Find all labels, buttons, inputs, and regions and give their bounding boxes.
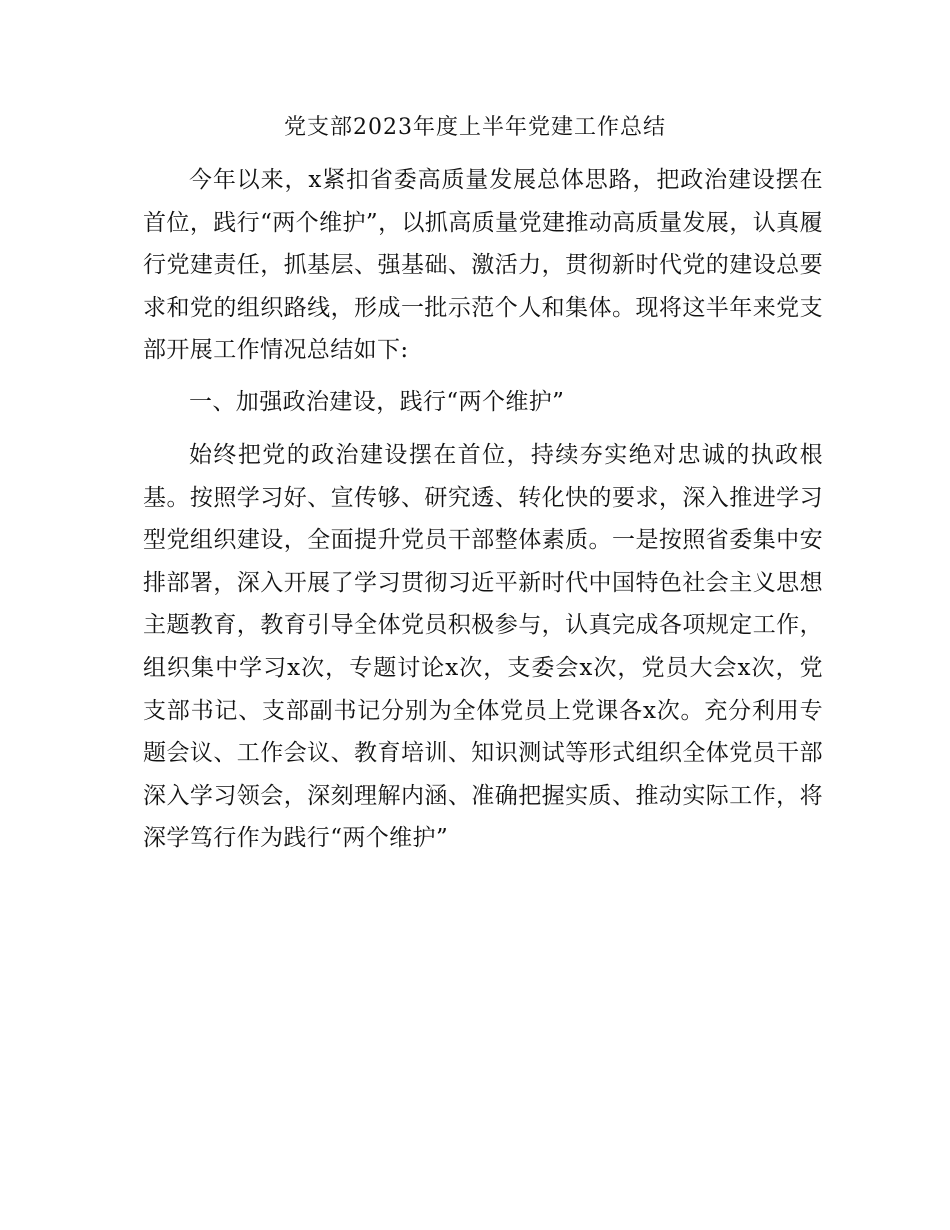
section-heading: 一、加强政治建设，践行“两个维护” bbox=[189, 389, 565, 415]
intro-paragraph: 今年以来，x紧扣省委高质量发展总体思路，把政治建设摆在首位，践行“两个维护”，以抓高质量党建推动高质量发展，认真履行党建责任，抓基层、强基础、激活力，贯彻新时代党的建设总要求和党的组织路线，形成一批示范个人和集体。现将这半年来党支部开展工作情况总结如下: bbox=[143, 167, 823, 364]
section-body-paragraph: 始终把党的政治建设摆在首位，持续夯实绝对忠诚的执政根基。按照学习好、宣传够、研究透、转化快的要求，深入推进学习型党组织建设，全面提升党员干部整体素质。一是按照省委集中安排部署，深入开展了学习贯彻习近平新时代中国特色社会主义思想主题教育，教育引导全体党员积极参与，认真完成各项规定工作，组织集中学习x次，专题讨论x次，支委会x次，党员大会x次，党支部书记、支部副书记分别为全体党员上党课各x次。充分利用专题会议、工作会议、教育培训、知识测试等形式组织全体党员干部深入学习领会，深刻理解内涵、准确把握实质、推动实际工作，将深学笃行作为践行“两个维护” bbox=[143, 442, 823, 852]
document-title: 党支部2023年度上半年党建工作总结 bbox=[284, 115, 666, 140]
